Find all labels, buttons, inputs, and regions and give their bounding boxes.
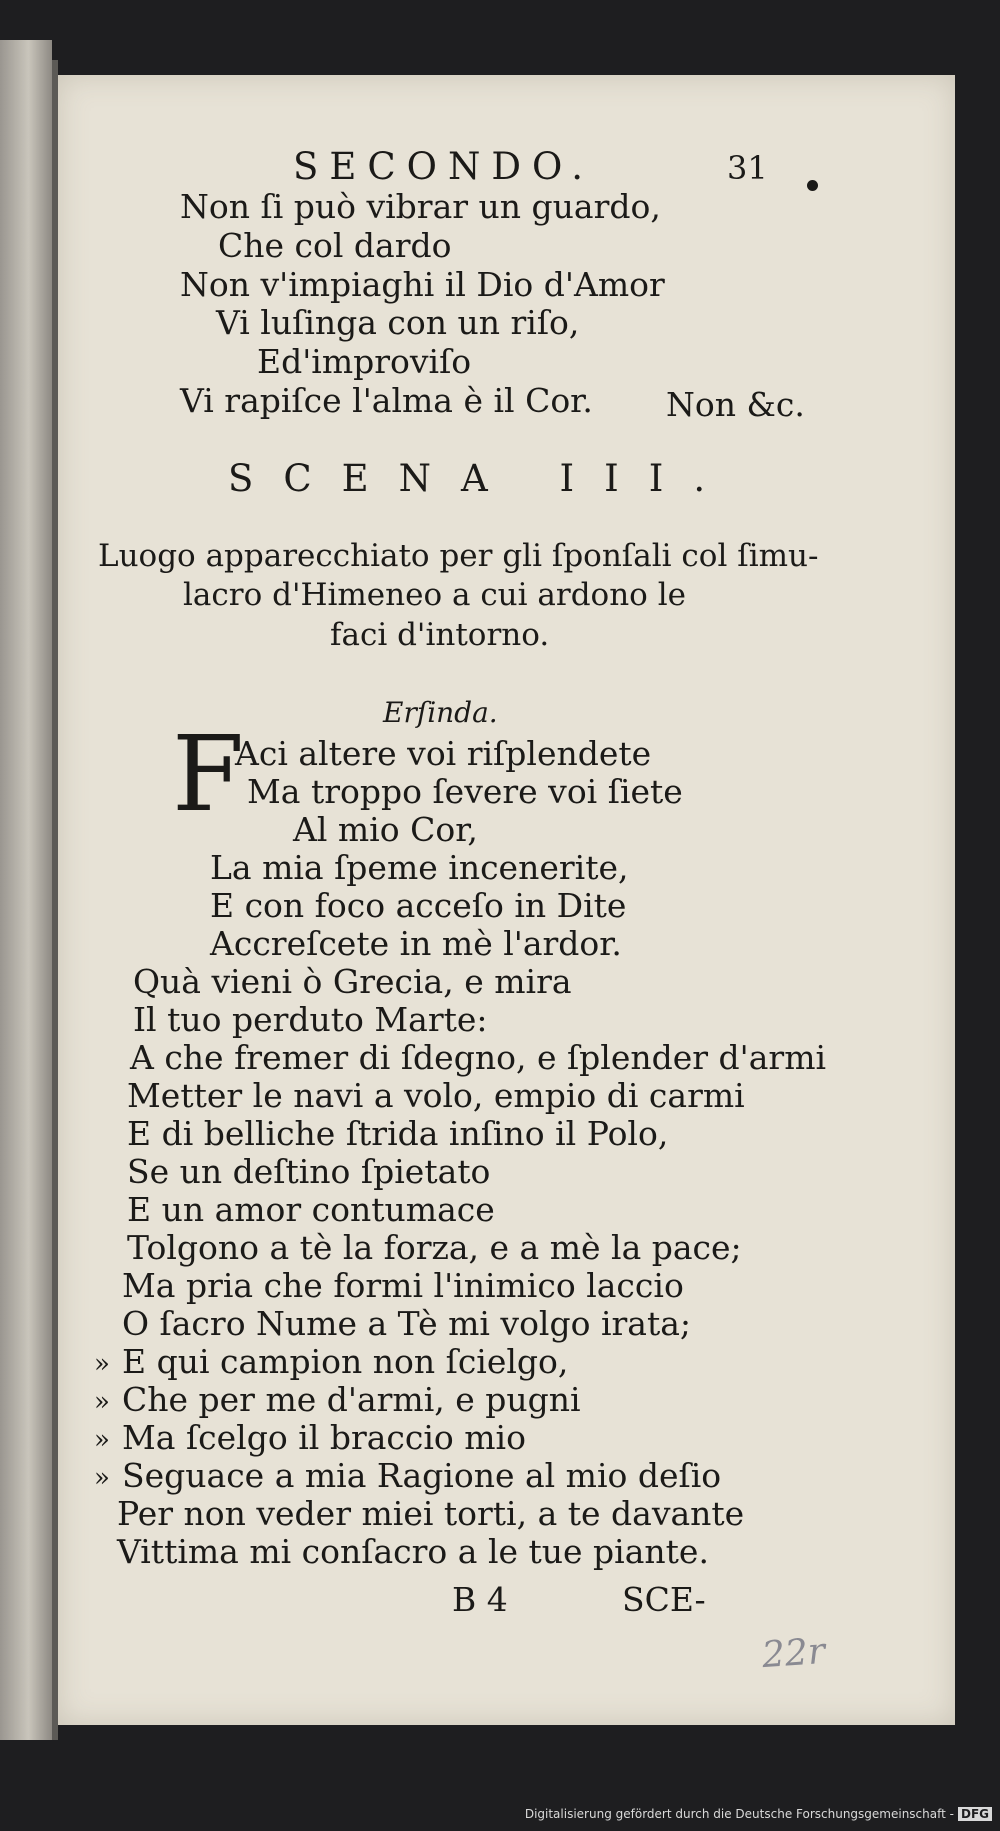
quote-mark: » [94, 1387, 110, 1417]
aria-line-1: Non ſi può vibrar un guardo, [180, 187, 661, 226]
verse-line-10: Metter le navi a volo, empio di carmi [127, 1076, 745, 1115]
verse-line-22: Vittima mi conſacro a le tue piante. [117, 1532, 709, 1571]
page-number: 31 [727, 149, 768, 187]
catchword: SCE- [622, 1580, 706, 1619]
verse-line-13: E un amor contumace [127, 1190, 495, 1229]
verse-line-3: Al mio Cor, [293, 810, 478, 849]
verse-line-6: Accreſcete in mè l'ardor. [210, 924, 622, 963]
verse-line-15: Ma pria che formi l'inimico laccio [122, 1266, 684, 1305]
verse-line-20: Seguace a mia Ragione al mio deſio [122, 1456, 722, 1495]
drop-cap: F [172, 713, 245, 835]
ink-dot [807, 180, 818, 191]
digitization-footer [525, 1807, 992, 1821]
aria-line-5: Ed'improviſo [257, 342, 472, 381]
aria-line-3: Non v'impiaghi il Dio d'Amor [180, 265, 665, 304]
running-title: SECONDO. [293, 145, 594, 188]
verse-line-5: E con foco acceſo in Dite [210, 886, 627, 925]
verse-line-19: Ma ſcelgo il braccio mio [122, 1418, 526, 1457]
verse-line-11: E di belliche ſtrida inſino il Polo, [127, 1114, 669, 1153]
scene-caption-line-3: faci d'intorno. [330, 617, 550, 653]
quote-mark: » [94, 1425, 110, 1455]
verse-line-8: Il tuo perduto Marte: [133, 1000, 488, 1039]
aria-line-4: Vi luſinga con un riſo, [216, 303, 580, 342]
footer-text: Digitalisierung gefördert durch die Deutsche Forschungsgemeinschaft - [524, 1807, 954, 1821]
verse-line-14: Tolgono a tè la forza, e a mè la pace; [127, 1228, 742, 1267]
verse-line-12: Se un deſtino ſpietato [127, 1152, 491, 1191]
scene-caption-line-2: lacro d'Himeneo a cui ardono le [183, 577, 686, 613]
verse-line-4: La mia ſpeme incenerite, [210, 848, 629, 887]
scene-caption-line-1: Luogo apparecchiato per gli ſponſali col ſimu- [98, 538, 819, 574]
verse-line-21: Per non veder miei torti, a te davante [117, 1494, 745, 1533]
verse-line-18: Che per me d'armi, e pugni [122, 1380, 581, 1419]
dfg-logo: DFG [958, 1807, 992, 1821]
verse-line-1: Aci altere voi riſplendete [235, 734, 652, 773]
verse-line-17: E qui campion non ſcielgo, [122, 1342, 569, 1381]
verse-line-9: A che fremer di ſdegno, e ſplender d'armi [130, 1038, 827, 1077]
aria-line-6: Vi rapiſce l'alma è il Cor. [180, 381, 593, 420]
verse-line-2: Ma troppo ſevere voi ſiete [247, 772, 683, 811]
adjacent-page-edge [0, 40, 52, 1740]
verse-line-16: O ſacro Nume a Tè mi volgo irata; [122, 1304, 692, 1343]
scene-title: SCENA III. [228, 457, 736, 500]
signature-mark: B 4 [452, 1580, 508, 1619]
repeat-marker: Non &c. [666, 385, 805, 424]
quote-mark: » [94, 1349, 110, 1379]
speaker-name: Erſinda. [383, 696, 498, 729]
quote-mark: » [94, 1463, 110, 1493]
handwritten-folio-note: 22r [760, 1630, 827, 1677]
verse-line-7: Quà vieni ò Grecia, e mira [133, 962, 572, 1001]
aria-line-2: Che col dardo [218, 226, 452, 265]
